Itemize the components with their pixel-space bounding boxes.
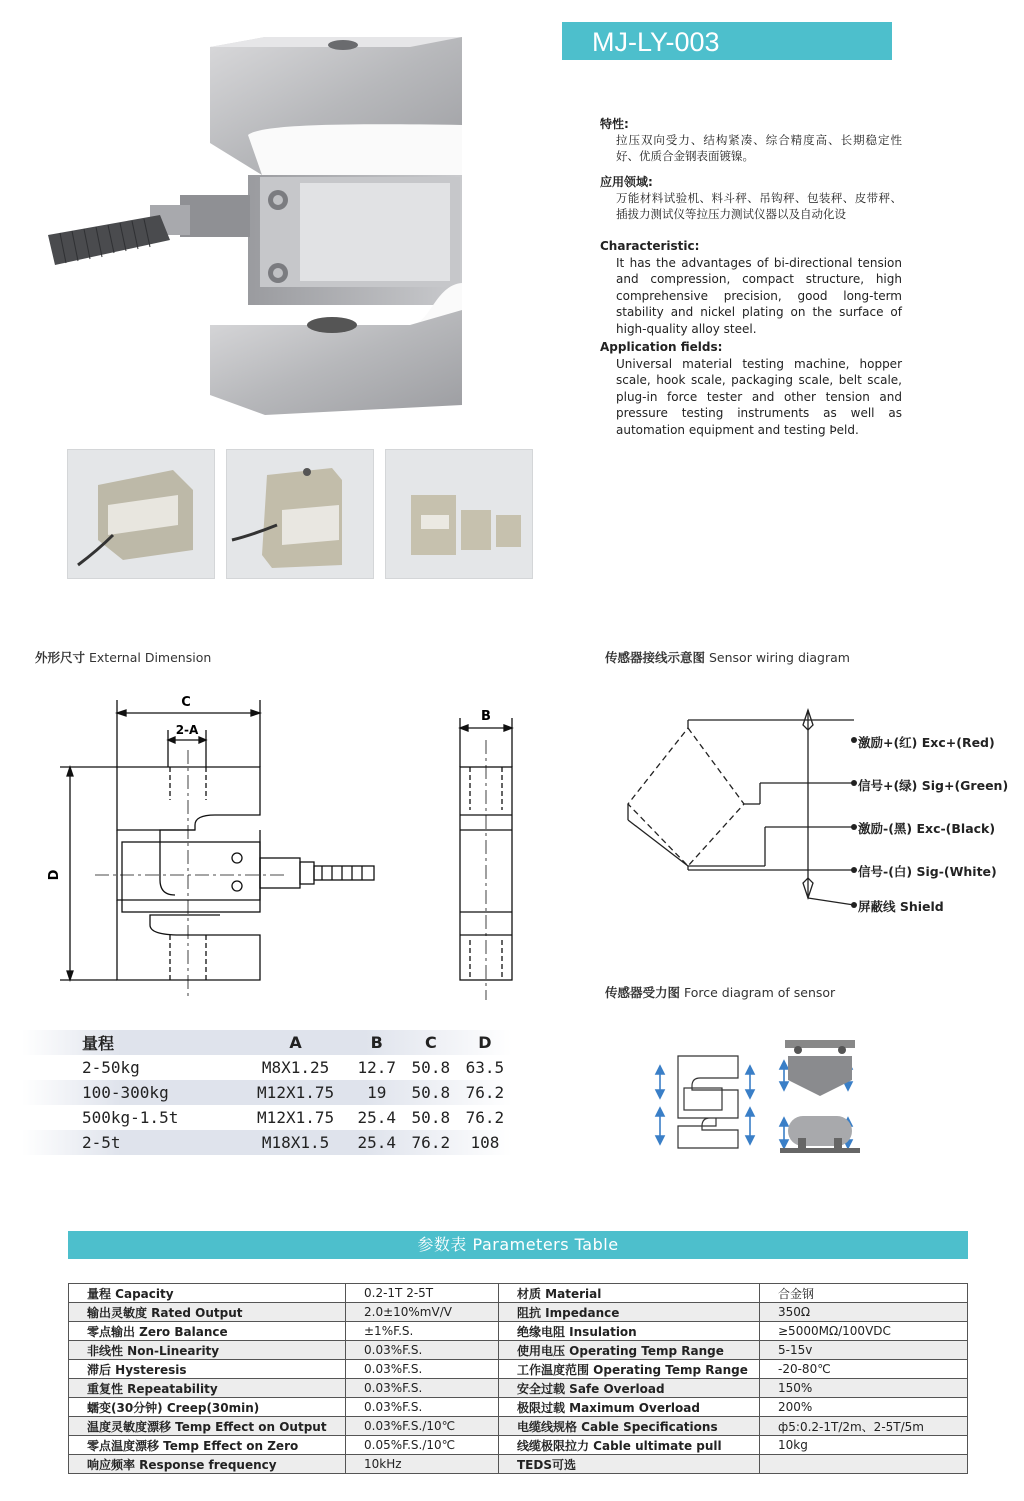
wiring-heading: 传感器接线示意图 Sensor wiring diagram (605, 650, 850, 665)
param-cell: 0.03%F.S. (346, 1341, 499, 1360)
spec-cell: 25.4 (357, 1133, 396, 1152)
param-cell: 安全过载 Safe Overload (499, 1379, 760, 1398)
feature-text-cn: 拉压双向受力、结构紧凑、综合精度高、长期稳定性好、优质合金钢表面镀镍。 (616, 133, 902, 163)
spec-cell: 25.4 (357, 1108, 396, 1127)
spec-table (22, 1030, 512, 1155)
param-cell: TEDS可选 (499, 1455, 760, 1474)
param-cell: 零点温度漂移 Temp Effect on Zero (69, 1436, 346, 1455)
param-cell: ≥5000MΩ/100VDC (760, 1322, 968, 1341)
dimension-drawing (40, 680, 550, 1010)
spec-cell: 50.8 (411, 1058, 451, 1077)
wire-label-exc-minus: 激励-(黑) Exc-(Black) (858, 821, 996, 836)
characteristic-title: Characteristic: (600, 239, 700, 253)
thumbnail-photo-2 (226, 449, 374, 579)
application-title: Application fields: (600, 340, 723, 354)
dim-b-label: B (481, 709, 491, 724)
spec-cell: 76.2 (465, 1083, 505, 1102)
param-cell: 阻抗 Impedance (499, 1303, 760, 1322)
param-cell: 0.03%F.S. (346, 1360, 499, 1379)
application-text-cn: 万能材料试验机、料斗秤、吊钩秤、包装秤、皮带秤、插拔力测试仪等拉压力测试仪器以及自动化设 (616, 191, 902, 221)
param-cell: 200% (760, 1398, 968, 1417)
wire-label-shield: 屏蔽线 Shield (858, 899, 944, 914)
product-photo (30, 25, 480, 425)
spec-cell: 2-5t (82, 1133, 121, 1152)
wire-label-sig-minus: 信号-(白) Sig-(White) (858, 864, 997, 879)
param-cell: -20-80℃ (760, 1360, 968, 1379)
param-cell: ±1%F.S. (346, 1322, 499, 1341)
features-en (600, 238, 902, 438)
param-cell: 2.0±10%mV/V (346, 1303, 499, 1322)
param-cell: 0.03%F.S./10℃ (346, 1417, 499, 1436)
table-row (22, 1080, 512, 1105)
param-cell: 重复性 Repeatability (69, 1379, 346, 1398)
spec-cell: 50.8 (411, 1108, 451, 1127)
param-cell: 5-15v (760, 1341, 968, 1360)
spec-cell: 100-300kg (82, 1083, 169, 1102)
spec-header-a: A (289, 1033, 302, 1052)
table-row (69, 1417, 968, 1436)
characteristic-text: It has the advantages of bi-directional tension and compression, compact structure, high comprehensive precision, good long-term stability and nickel plating on the surface of high-quality alloy steel. (616, 255, 902, 336)
table-row (69, 1322, 968, 1341)
table-row (69, 1341, 968, 1360)
table-row (22, 1105, 512, 1130)
param-cell: 350Ω (760, 1303, 968, 1322)
model-banner: MJ-LY-003 (562, 22, 892, 60)
thumbnail-photo-1 (67, 449, 215, 579)
param-cell: 输出灵敏度 Rated Output (69, 1303, 346, 1322)
feature-title-cn: 特性: (600, 117, 629, 131)
table-row (69, 1436, 968, 1455)
param-cell: 10kHz (346, 1455, 499, 1474)
param-cell: 0.2-1T 2-5T (346, 1284, 499, 1303)
param-cell: 0.03%F.S. (346, 1379, 499, 1398)
param-cell: 滞后 Hysteresis (69, 1360, 346, 1379)
spec-cell: 76.2 (411, 1133, 451, 1152)
param-cell: 电缆线规格 Cable Specifications (499, 1417, 760, 1436)
spec-cell: 76.2 (465, 1108, 505, 1127)
spec-header-range: 量程 (82, 1034, 115, 1053)
param-cell (760, 1455, 968, 1474)
spec-cell: M12X1.75 (257, 1108, 335, 1127)
spec-cell: 63.5 (465, 1058, 505, 1077)
wire-label-exc-plus: 激励+(红) Exc+(Red) (858, 735, 995, 750)
param-cell: 0.03%F.S. (346, 1398, 499, 1417)
dim-c-label: C (181, 695, 191, 710)
param-cell: 响应频率 Response frequency (69, 1455, 346, 1474)
wiring-diagram (620, 700, 860, 925)
param-cell: 10kg (760, 1436, 968, 1455)
param-cell: ф5:0.2-1T/2m、2-5T/5m (760, 1417, 968, 1436)
table-row (69, 1284, 968, 1303)
thumbnail-photo-3 (385, 449, 533, 579)
spec-cell: M12X1.75 (257, 1083, 335, 1102)
param-cell: 量程 Capacity (69, 1284, 346, 1303)
spec-cell: M8X1.25 (261, 1058, 330, 1077)
params-table (68, 1283, 968, 1474)
param-cell: 温度灵敏度漂移 Temp Effect on Output (69, 1417, 346, 1436)
params-table-title: 参数表 Parameters Table (68, 1231, 968, 1259)
spec-header-d: D (478, 1033, 492, 1052)
param-cell: 使用电压 Operating Temp Range (499, 1341, 760, 1360)
dimension-heading: 外形尺寸 External Dimension (35, 650, 212, 665)
param-cell: 零点输出 Zero Balance (69, 1322, 346, 1341)
wire-label-sig-plus: 信号+(绿) Sig+(Green) (858, 778, 1009, 793)
spec-header-c: C (424, 1033, 437, 1052)
param-cell: 非线性 Non-Linearity (69, 1341, 346, 1360)
param-cell: 合金钢 (760, 1284, 968, 1303)
table-row (22, 1130, 512, 1155)
table-row (69, 1303, 968, 1322)
param-cell: 绝缘电阻 Insulation (499, 1322, 760, 1341)
param-cell: 0.05%F.S./10℃ (346, 1436, 499, 1455)
table-row (69, 1360, 968, 1379)
spec-header-b: B (370, 1033, 383, 1052)
param-cell: 150% (760, 1379, 968, 1398)
spec-cell: 500kg-1.5t (82, 1108, 179, 1127)
force-diagram (650, 1038, 870, 1160)
param-cell: 极限过载 Maximum Overload (499, 1398, 760, 1417)
table-row (69, 1455, 968, 1474)
param-cell: 蠕变(30分钟) Creep(30min) (69, 1398, 346, 1417)
force-heading: 传感器受力图 Force diagram of sensor (605, 985, 836, 1000)
dim-d-label: D (47, 869, 62, 881)
spec-cell: 19 (367, 1083, 387, 1102)
spec-cell: M18X1.5 (261, 1133, 330, 1152)
table-row (22, 1055, 512, 1080)
spec-cell: 12.7 (357, 1058, 396, 1077)
features-cn (600, 116, 902, 222)
param-cell: 线缆极限拉力 Cable ultimate pull (499, 1436, 760, 1455)
application-text: Universal material testing machine, hopper scale, hook scale, packaging scale, belt scale, plug-in force tester and other tension and pressure testing instruments as well as automation equipment and testing Þeld. (616, 356, 902, 437)
param-cell: 工作温度范围 Operating Temp Range (499, 1360, 760, 1379)
table-row (69, 1398, 968, 1417)
table-row (69, 1379, 968, 1398)
spec-cell: 50.8 (411, 1083, 451, 1102)
application-title-cn: 应用领域: (600, 175, 653, 189)
dim-2a-label: 2-A (175, 723, 199, 737)
spec-cell: 108 (470, 1133, 500, 1152)
spec-table-header (22, 1030, 512, 1055)
spec-cell: 2-50kg (82, 1058, 140, 1077)
param-cell: 材质 Material (499, 1284, 760, 1303)
